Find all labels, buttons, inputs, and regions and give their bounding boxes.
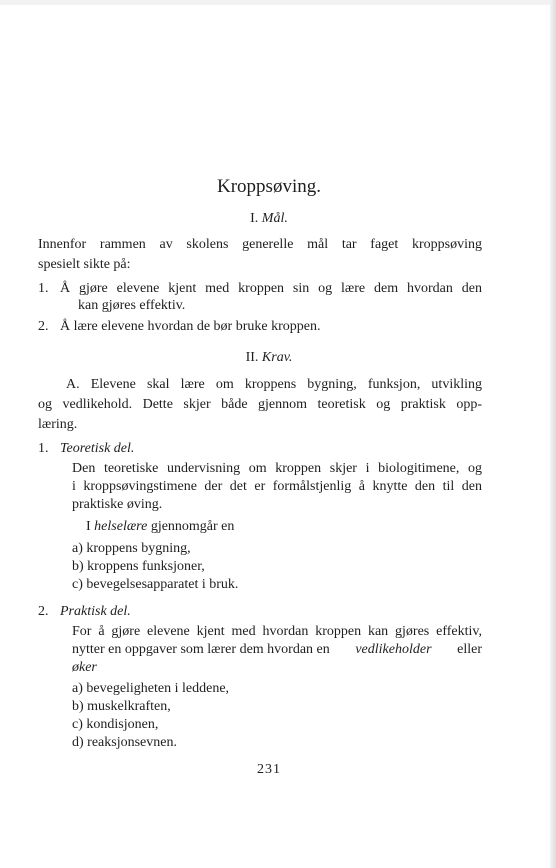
part-2-line-2: nytter en oppgaver som lærer dem hvordan en vedlikeholder eller — [72, 642, 482, 657]
part-2-line-3: øker — [72, 660, 97, 675]
goal-1-number: 1. — [38, 281, 49, 296]
part-1-line-1: Den teoretiske undervisning om kroppen skjer i biologitimene, og — [72, 461, 482, 476]
part-2-item-c: c) kondisjonen, — [72, 717, 159, 732]
page-top-edge — [0, 0, 556, 5]
page-right-edge — [550, 0, 556, 868]
intro-line-1: Innenfor rammen av skolens generelle mål tar faget kroppsøving — [38, 237, 482, 252]
part-1-line-3: praktiske øving. — [72, 497, 163, 512]
para-a-line-2: og vedlikehold. Dette skjer både gjennom teoretisk og praktisk opp- — [38, 397, 482, 412]
part-2-item-a: a) bevegeligheten i leddene, — [72, 681, 230, 696]
goal-1-line-2: kan gjøres effektiv. — [78, 298, 186, 313]
part-1-number: 1. — [38, 441, 49, 456]
goal-1-line-1: Å gjøre elevene kjent med kroppen sin og lære dem hvordan den — [60, 281, 482, 296]
part-1-line-2: i kroppsøvingstimene der det er formålstjenlig å knytte den til den — [72, 479, 482, 494]
para-a-line-3: læring. — [38, 417, 78, 432]
part-1-item-b: b) kroppens funksjoner, — [72, 559, 205, 574]
page-number: 231 — [257, 762, 281, 777]
goal-2-line-1: Å lære elevene hvordan de bør bruke kroppen. — [60, 319, 321, 334]
para-a-line-1: A. Elevene skal lære om kroppens bygning, funksjon, utvikling — [66, 377, 482, 392]
part-1-item-a: a) kroppens bygning, — [72, 541, 191, 556]
section-heading-1: I. Mål. — [250, 211, 288, 226]
part-2-heading: Praktisk del. — [60, 604, 131, 619]
part-2-line-1: For å gjøre elevene kjent med hvordan kroppen kan gjøres effektiv, — [72, 624, 482, 639]
page-title: Kroppsøving. — [217, 176, 321, 197]
intro-line-2: spesielt sikte på: — [38, 257, 131, 272]
part-1-item-c: c) bevegelsesapparatet i bruk. — [72, 577, 239, 592]
section-heading-2: II. Krav. — [245, 350, 293, 365]
part-2-item-d: d) reaksjonsevnen. — [72, 735, 177, 750]
part-1-heading: Teoretisk del. — [60, 441, 135, 456]
goal-2-number: 2. — [38, 319, 49, 334]
part-2-item-b: b) muskelkraften, — [72, 699, 171, 714]
part-1-subheading: I helselære gjennomgår en — [86, 519, 235, 534]
part-2-number: 2. — [38, 604, 49, 619]
